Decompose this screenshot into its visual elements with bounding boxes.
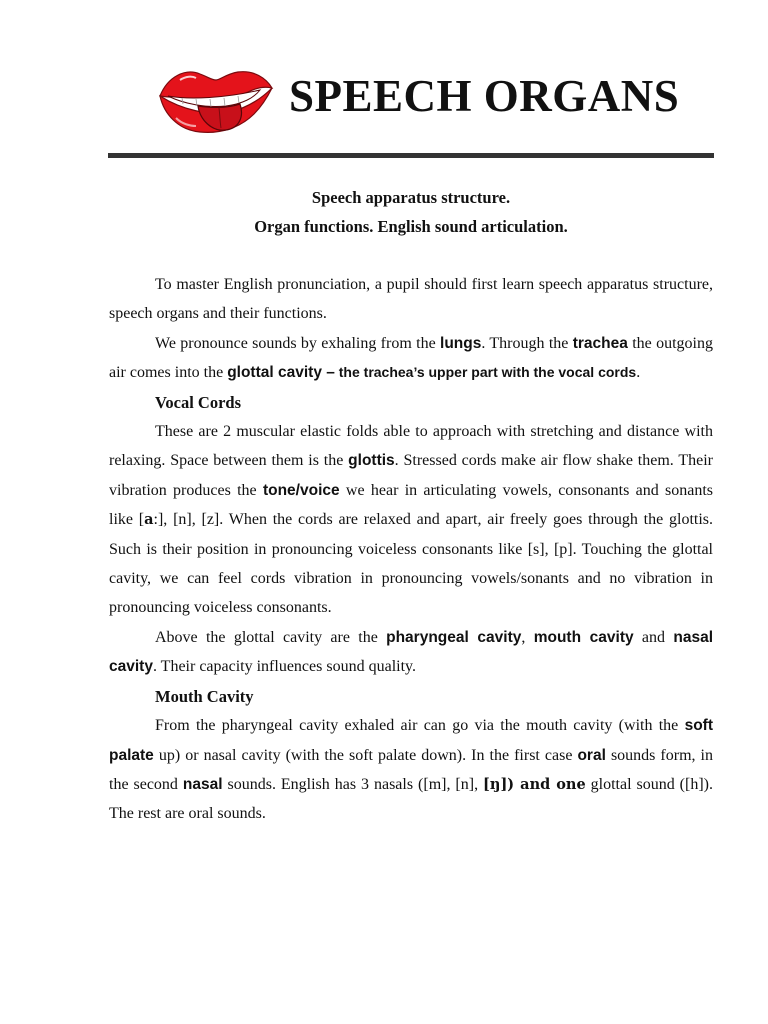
document-title: SPEECH ORGANS bbox=[289, 71, 680, 121]
subtitle-line-1: Speech apparatus structure. bbox=[311, 188, 511, 207]
paragraph-text: . Their capacity influences sound quality. bbox=[152, 658, 416, 676]
lips-logo-icon bbox=[156, 66, 274, 136]
paragraph-text: sounds. English has 3 nasals ([m], [n], bbox=[222, 775, 484, 793]
subtitle-line-2: Organ functions. English sound articulation. bbox=[254, 217, 568, 236]
term-nasal: nasal bbox=[182, 775, 223, 793]
term-definition: the trachea’s upper part with the vocal cords bbox=[334, 364, 637, 381]
term-glottal-cavity: glottal cavity – bbox=[227, 364, 335, 382]
term-soft-palate: soft palate bbox=[109, 717, 713, 764]
term-oral: oral bbox=[577, 746, 606, 764]
term-lungs: lungs bbox=[440, 334, 482, 352]
paragraph-text: . Through the bbox=[481, 334, 573, 352]
term-tone-voice: tone/voice bbox=[262, 481, 340, 499]
paragraph-text: we hear in articulating vowels, consonants and sonants like [ bbox=[109, 481, 713, 529]
paragraph-text: up) or nasal cavity (with the soft palate down). In the first case bbox=[153, 746, 578, 764]
term-trachea: trachea bbox=[572, 334, 628, 352]
paragraph-text: . Stressed cords make air flow shake them. Their vibration produces the bbox=[109, 452, 713, 499]
term-glottis: glottis bbox=[348, 452, 395, 470]
phonetic-symbol: a bbox=[144, 511, 154, 529]
paragraph-text: From the pharyngeal cavity exhaled air can go via the mouth cavity (with the bbox=[155, 717, 685, 735]
paragraph-text: :], [n], [z]. When the cords are relaxed and apart, air freely goes through the glottis. Such is their position in pronouncing voiceless consonants like [s], [p]. Touching the glottal cavity, we can feel cords vibration in pronouncing vowels/sonants and no vibration in pronouncing voiceless consonants. bbox=[109, 511, 714, 617]
title-divider bbox=[108, 153, 714, 158]
paragraph-text: glottal sound ([h]). The rest are oral sounds. bbox=[109, 775, 713, 823]
paragraph-cavities bbox=[109, 623, 713, 682]
phonetic-eng-text: [ŋ]) and one bbox=[483, 775, 586, 793]
paragraph-vocal-cords bbox=[109, 417, 713, 623]
paragraph-breathing bbox=[109, 329, 713, 388]
term-mouth-cavity: mouth cavity bbox=[533, 628, 634, 646]
paragraph-text: and bbox=[633, 628, 674, 646]
paragraph-text: We pronounce sounds by exhaling from the bbox=[155, 334, 441, 352]
term-nasal-cavity: nasal cavity bbox=[109, 628, 713, 676]
paragraph-intro bbox=[109, 270, 713, 329]
term-pharyngeal-cavity: pharyngeal cavity bbox=[386, 628, 522, 646]
paragraph-text: Above the glottal cavity are the bbox=[155, 628, 387, 646]
section-heading-vocal-cords: Vocal Cords bbox=[155, 392, 242, 412]
paragraph-mouth-cavity bbox=[109, 711, 713, 829]
paragraph-text: These are 2 muscular elastic folds able to approach with stretching and distance with relaxing. Space between them is the bbox=[109, 423, 713, 470]
document-header bbox=[0, 0, 768, 160]
paragraph-text: the outgoing air comes into the bbox=[109, 334, 714, 382]
paragraph-text: To master English pronunciation, a pupil should first learn speech apparatus structure, speech organs and their functions. bbox=[109, 276, 713, 323]
paragraph-text: sounds form, in the second bbox=[109, 746, 714, 793]
paragraph-text: . bbox=[636, 364, 641, 382]
paragraph-text: , bbox=[521, 628, 534, 646]
section-heading-mouth-cavity: Mouth Cavity bbox=[155, 686, 254, 706]
document-body bbox=[109, 270, 713, 829]
